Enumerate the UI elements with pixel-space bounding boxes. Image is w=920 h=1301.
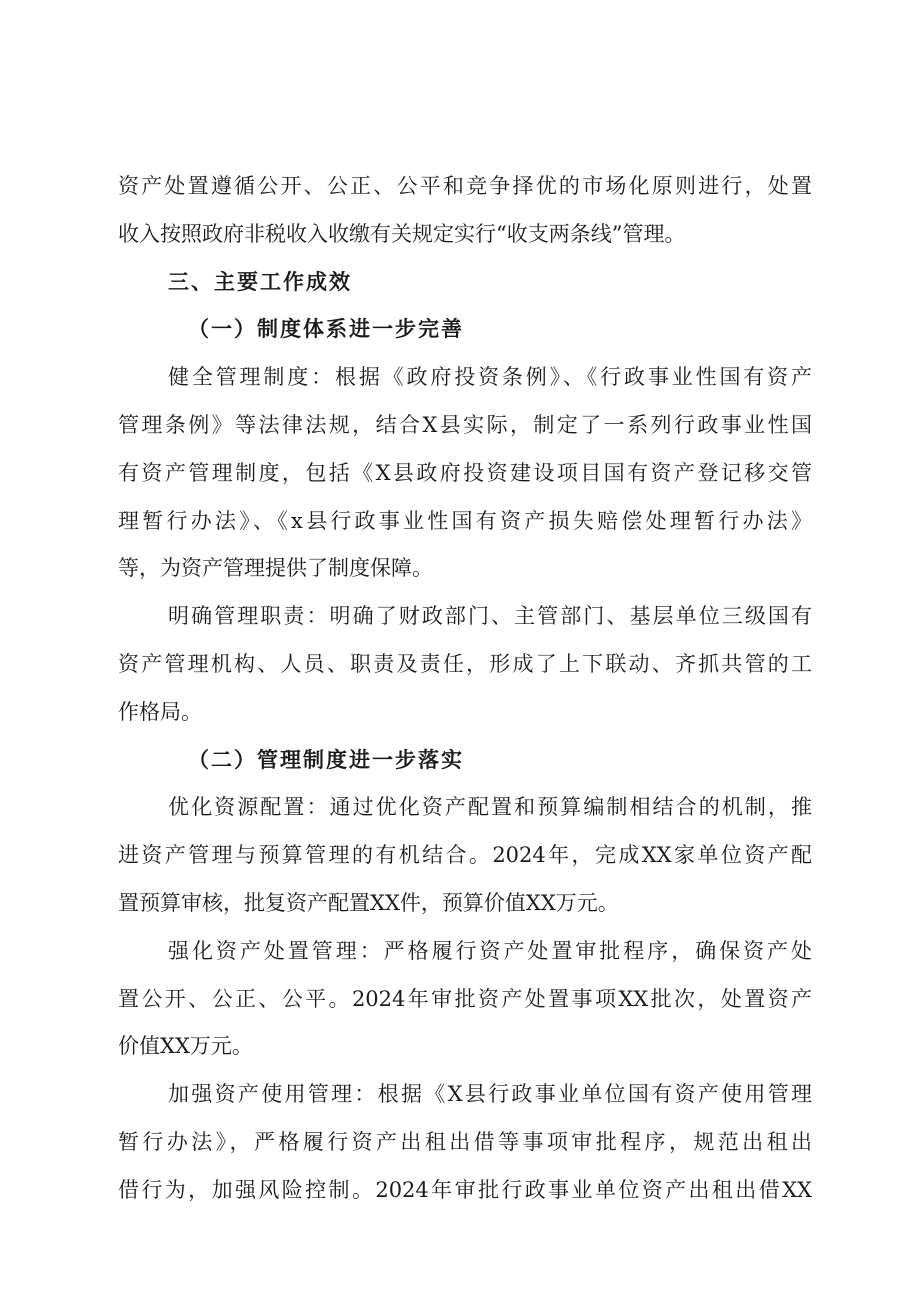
paragraph-line: 理暂行办法》、《x县行政事业性国有资产损失赔偿处理暂行办法》 — [118, 508, 812, 533]
paragraph-line: 健全管理制度：根据《政府投资条例》、《行政事业性国有资产 — [168, 365, 812, 390]
paragraph-line: 置公开、公正、公平。2024年审批资产处置事项XX批次，处置资产 — [118, 986, 812, 1011]
paragraph-line: 进资产管理与预算管理的有机结合。2024年，完成XX家单位资产配 — [118, 843, 812, 868]
paragraph-line: 资产处置遵循公开、公正、公平和竞争择优的市场化原则进行，处置 — [118, 174, 812, 198]
paragraph-line: 作格局。 — [118, 699, 202, 724]
paragraph-line: 等，为资产管理提供了制度保障。 — [118, 556, 433, 581]
paragraph-line: 有资产管理制度，包括《X县政府投资建设项目国有资产登记移交管 — [118, 460, 812, 485]
paragraph-line: 明确管理职责：明确了财政部门、主管部门、基层单位三级国有 — [168, 604, 812, 629]
document-page — [118, 163, 812, 1215]
paragraph-line: 收入按照政府非税收入收缴有关规定实行“收支两条线”管理。 — [118, 221, 686, 246]
subsection-heading: （一）制度体系进一步完善 — [188, 317, 464, 342]
paragraph-line: 加强资产使用管理：根据《X县行政事业单位国有资产使用管理 — [168, 1082, 812, 1107]
paragraph-line: 借行为，加强风险控制。2024年审批行政事业单位资产出租出借XX — [118, 1177, 812, 1202]
paragraph-line: 强化资产处置管理：严格履行资产处置审批程序，确保资产处 — [168, 938, 812, 963]
section-heading: 三、主要工作成效 — [168, 269, 352, 294]
paragraph-line: 置预算审核，批复资产配置XX件，预算价值XX万元。 — [118, 890, 619, 915]
subsection-heading: （二）管理制度进一步落实 — [188, 747, 464, 772]
paragraph-line: 资产管理机构、人员、职责及责任，形成了上下联动、齐抓共管的工 — [118, 651, 812, 676]
paragraph-line: 价值XX万元。 — [118, 1034, 253, 1059]
paragraph-line: 管理条例》等法律法规，结合X县实际，制定了一系列行政事业性国 — [118, 412, 812, 437]
paragraph-line: 优化资源配置：通过优化资产配置和预算编制相结合的机制，推 — [168, 795, 812, 820]
paragraph-line: 暂行办法》，严格履行资产出租出借等事项审批程序，规范出租出 — [118, 1129, 812, 1154]
